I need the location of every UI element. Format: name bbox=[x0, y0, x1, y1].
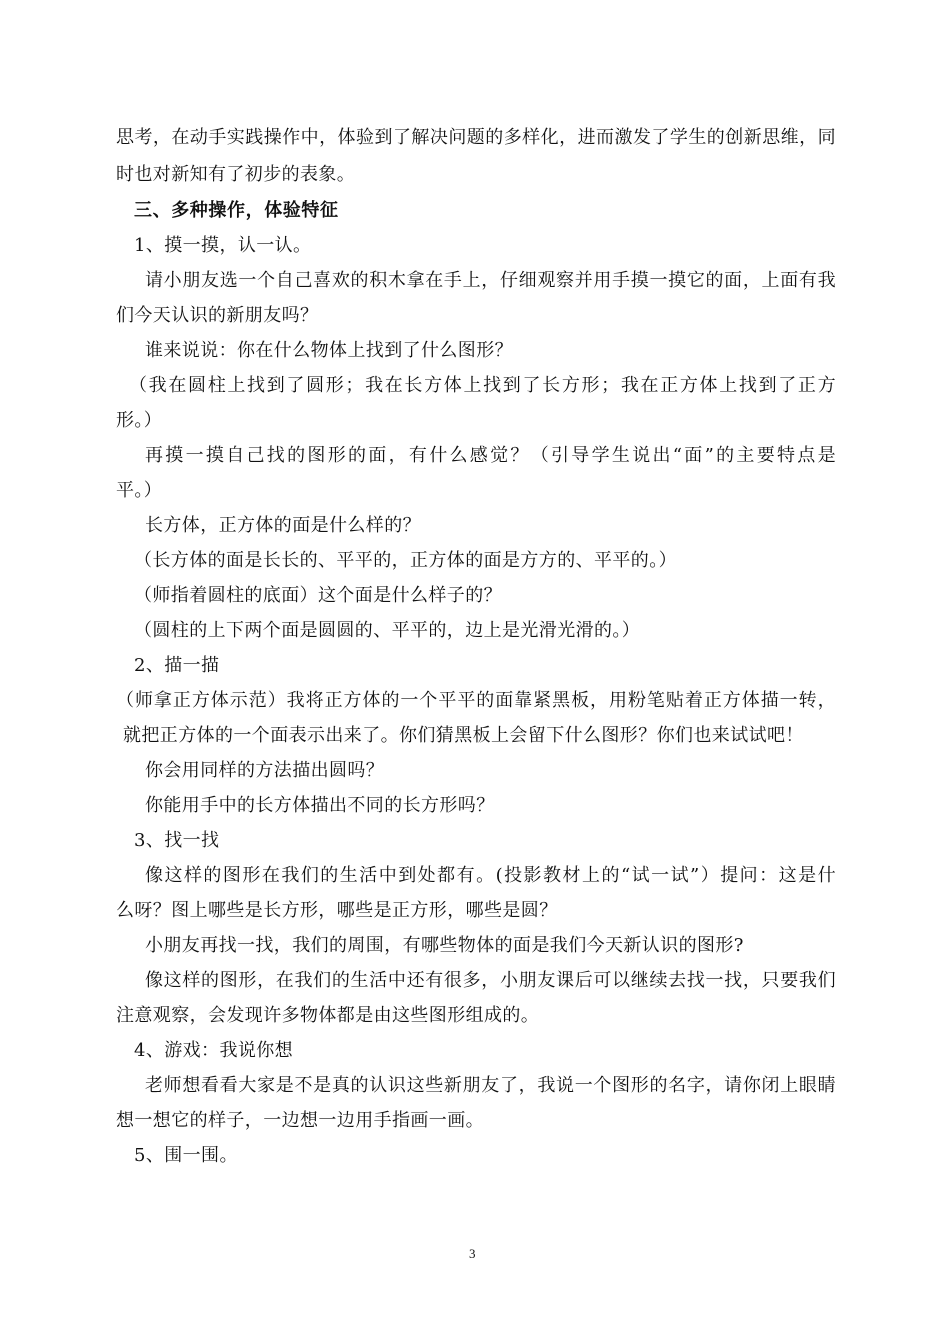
text-line: 谁来说说：你在什么物体上找到了什么图形？ bbox=[145, 340, 513, 361]
text-line: 再摸一摸自己找的图形的面，有什么感觉？（引导学生说出“面”的主要特点是 bbox=[145, 445, 836, 466]
text-line: 们今天认识的新朋友吗？ bbox=[116, 305, 319, 326]
text-line: （师指着圆柱的底面）这个面是什么样子的？ bbox=[134, 585, 502, 606]
text-line: 你会用同样的方法描出圆吗？ bbox=[145, 760, 385, 781]
text-line: 么呀？图上哪些是长方形，哪些是正方形，哪些是圆？ bbox=[116, 900, 558, 921]
text-line: 请小朋友选一个自己喜欢的积木拿在手上，仔细观察并用手摸一摸它的面，上面有我 bbox=[145, 270, 836, 291]
text-line: （我在圆柱上找到了圆形；我在长方体上找到了长方形；我在正方体上找到了正方 bbox=[129, 375, 836, 396]
text-line: 思考，在动手实践操作中，体验到了解决问题的多样化，进而激发了学生的创新思维，同 bbox=[116, 127, 836, 148]
text-line: （长方体的面是长长的、平平的，正方体的面是方方的、平平的。） bbox=[134, 550, 677, 571]
text-line: （师拿正方体示范）我将正方体的一个平平的面靠紧黑板，用粉笔贴着正方体描一转， bbox=[116, 690, 836, 711]
text-line: 注意观察，会发现许多物体都是由这些图形组成的。 bbox=[116, 1005, 540, 1026]
subsection-heading: 5、围一围。 bbox=[134, 1145, 238, 1166]
text-line: 像这样的图形在我们的生活中到处都有。(投影教材上的“试一试”）提问：这是什 bbox=[145, 865, 836, 886]
text-line: 你能用手中的长方体描出不同的长方形吗？ bbox=[145, 795, 495, 816]
text-line: 时也对新知有了初步的表象。 bbox=[116, 164, 356, 185]
text-line: 长方体，正方体的面是什么样的？ bbox=[145, 515, 421, 536]
text-line: （圆柱的上下两个面是圆圆的、平平的，边上是光滑光滑的。） bbox=[134, 620, 641, 641]
text-line: 小朋友再找一找，我们的周围，有哪些物体的面是我们今天新认识的图形? bbox=[145, 935, 744, 956]
subsection-heading: 3、找一找 bbox=[134, 830, 220, 851]
subsection-heading: 4、游戏：我说你想 bbox=[134, 1040, 294, 1061]
page-number: 3 bbox=[469, 1246, 476, 1261]
text-line: 就把正方体的一个面表示出来了。你们猜黑板上会留下什么图形？你们也来试试吧！ bbox=[123, 725, 804, 746]
subsection-heading: 1、摸一摸，认一认。 bbox=[134, 235, 312, 256]
subsection-heading: 2、描一描 bbox=[134, 655, 220, 676]
text-line: 平。） bbox=[116, 480, 163, 501]
text-line: 像这样的图形，在我们的生活中还有很多，小朋友课后可以继续去找一找，只要我们 bbox=[145, 970, 836, 991]
section-heading: 三、多种操作，体验特征 bbox=[134, 200, 339, 221]
text-line: 想一想它的样子，一边想一边用手指画一画。 bbox=[116, 1110, 484, 1131]
text-line: 老师想看看大家是不是真的认识这些新朋友了，我说一个图形的名字，请你闭上眼睛 bbox=[145, 1075, 836, 1096]
text-line: 形。） bbox=[116, 410, 163, 431]
